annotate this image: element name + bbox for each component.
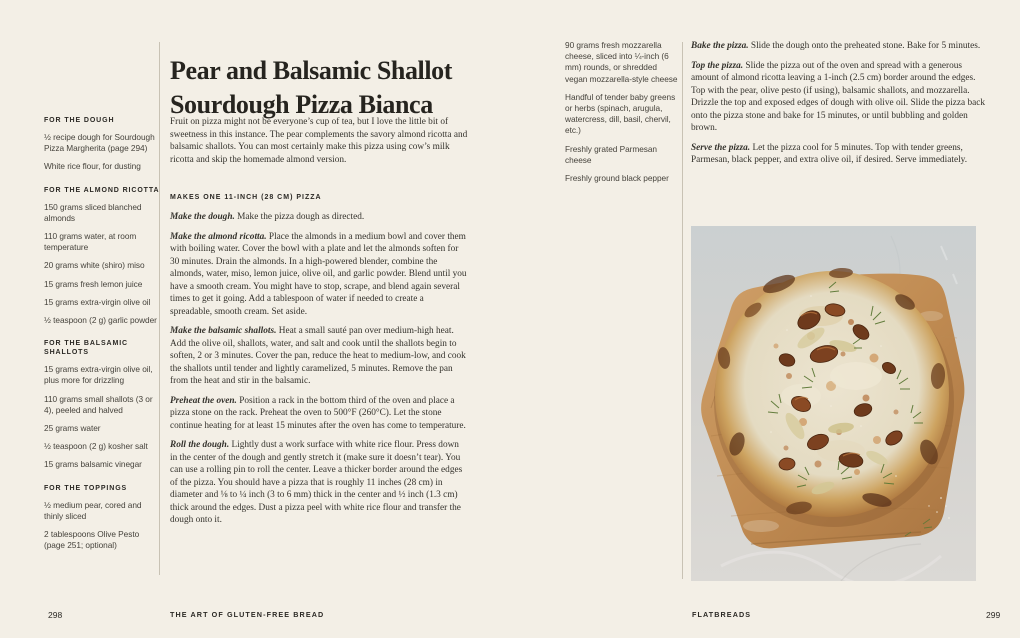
- pizza-photo: [691, 226, 976, 581]
- step-lead: Make the almond ricotta.: [170, 231, 269, 242]
- ingredient-item: Handful of tender baby greens or herbs (spinach, arugula, watercress, dill, basil, chervil, etc.): [565, 91, 676, 136]
- running-title: THE ART OF GLUTEN-FREE BREAD: [170, 610, 325, 619]
- column-divider-left: [159, 42, 160, 575]
- ingredient-item: 2 tablespoons Olive Pesto (page 251; optional): [44, 529, 140, 551]
- step-text: Slide the pizza out of the oven and spread with a generous amount of almond ricotta leaving a 1-inch (2.5 cm) border around the edges. Top with the pear, olive pesto (if using), balsamic shallots, and mozzarella. Drizzle the top and exposed edges of dough with olive oil. Slide the pizza back onto the pizza stone and bake for 15 minutes, or until bubbling and golden brown.: [691, 60, 986, 133]
- recipe-title-line2: Sourdough Pizza Bianca: [170, 90, 433, 120]
- ingredient-section-heading: FOR THE TOPPINGS: [44, 484, 128, 492]
- ingredient-item: 110 grams small shallots (3 or 4), peeled and halved: [44, 393, 153, 415]
- ingredient-item: Freshly grated Parmesan cheese: [565, 143, 657, 165]
- ingredient-section-heading: FOR THE ALMOND RICOTTA: [44, 186, 160, 194]
- recipe-steps-right: [691, 40, 988, 174]
- step-text: Place the almonds in a medium bowl and cover them with boiling water. Cover the bowl with a plate and let the almonds soften for 30 minutes. Drain the almonds. In a high-powered blender, combine the almonds, water, miso, lemon juice, olive oil, and garlic powder. Blend until you have a smooth cream. You might have to stop, scrape, and blend again several times to get it going. Add a tablespoon of water if needed to create a spreadable, smooth cream. Set aside.: [170, 231, 467, 317]
- recipe-step: [691, 142, 988, 167]
- recipe-step: [170, 439, 468, 527]
- ingredient-item: 25 grams water: [44, 423, 101, 434]
- ingredients-sidebar: [44, 116, 160, 564]
- ingredient-item: 110 grams water, at room temperature: [44, 231, 137, 253]
- ingredient-item: 20 grams white (shiro) miso: [44, 260, 145, 271]
- ingredient-section: [44, 484, 160, 552]
- recipe-steps-left: [170, 211, 468, 534]
- ingredient-item: 90 grams fresh mozzarella cheese, sliced into ¼-inch (6 mm) rounds, or shredded vegan mozzarella-style cheese: [565, 40, 678, 84]
- ingredient-item: 15 grams fresh lemon juice: [44, 278, 143, 289]
- step-text: Make the pizza dough as directed.: [237, 212, 365, 222]
- ingredient-item: ½ recipe dough for Sourdough Pizza Margherita (page 294): [44, 132, 155, 154]
- step-text: Heat a small sauté pan over medium-high heat. Add the olive oil, shallots, water, and salt and cook until the shallots begin to soften, 2 or 3 minutes. Cover the pan, reduce the heat to medium-low, and cook the shallots until tender and lightly caramelized, 5 minutes. Remove the pan from the heat and stir in the balsamic.: [170, 326, 466, 386]
- ingredient-item: 15 grams extra-virgin olive oil: [44, 296, 151, 307]
- recipe-step: [170, 395, 468, 433]
- recipe-title: [170, 54, 474, 122]
- step-lead: Preheat the oven.: [170, 395, 240, 406]
- step-lead: Make the balsamic shallots.: [170, 326, 279, 336]
- ingredient-item: Freshly ground black pepper: [565, 173, 669, 184]
- step-text: Let the pizza cool for 5 minutes. Top with tender greens, Parmesan, black pepper, and extra olive oil, if desired. Serve immediately.: [691, 142, 968, 165]
- step-text: Lightly dust a work surface with white rice flour. Press down in the center of the dough and gently stretch it (make sure it doesn’t tear). You can use a rolling pin to roll the center. Leave a thicker border around the edges of the pizza. You should have a pizza that is roughly 11 inches (28 cm) in diameter and ⅛ to ¼ inch (3 to 6 mm) thick in the center and ½ inch (1.3 cm) thick around the edges. Dust a pizza peel with white rice flour and transfer the dough onto it.: [170, 440, 463, 525]
- section-title: FLATBREADS: [692, 610, 752, 619]
- ingredient-item: 150 grams sliced blanched almonds: [44, 201, 142, 223]
- recipe-yield: MAKES ONE 11-INCH (28 CM) PIZZA: [170, 194, 322, 201]
- step-lead: Top the pizza.: [691, 60, 746, 71]
- recipe-step: [170, 231, 468, 319]
- recipe-step: [170, 211, 468, 224]
- ingredient-section-heading: FOR THE DOUGH: [44, 117, 115, 124]
- ingredient-section: [44, 339, 160, 470]
- step-lead: Roll the dough.: [170, 440, 232, 450]
- page-number-left: 298: [48, 610, 63, 620]
- ingredient-item: ½ teaspoon (2 g) kosher salt: [44, 441, 148, 452]
- recipe-step: [691, 40, 988, 53]
- recipe-step: [691, 60, 988, 135]
- step-text: Slide the dough onto the preheated stone. Bake for 5 minutes.: [750, 41, 981, 51]
- ingredients-continued: [565, 40, 679, 191]
- pizza-photo-illustration: [691, 226, 976, 581]
- step-lead: Make the dough.: [170, 212, 238, 222]
- step-text: Position a rack in the bottom third of the oven and place a pizza stone on the rack. Preheat the oven to 500°F (260°C). Let the stone continue heating for at least 15 minutes after the oven has come to temperature.: [170, 395, 466, 431]
- ingredient-item: 15 grams extra-virgin olive oil, plus more for drizzling: [44, 364, 153, 386]
- ingredient-item: ½ teaspoon (2 g) garlic powder: [44, 315, 157, 326]
- ingredient-section: [44, 116, 160, 173]
- ingredient-item: ½ medium pear, cored and thinly sliced: [44, 499, 142, 521]
- column-divider-right: [682, 42, 683, 579]
- step-lead: Serve the pizza.: [691, 142, 753, 153]
- step-lead: Bake the pizza.: [691, 41, 751, 51]
- ingredient-item: White rice flour, for dusting: [44, 161, 141, 172]
- page-number-right: 299: [986, 610, 1001, 620]
- ingredient-section: [44, 186, 160, 327]
- ingredient-item: 15 grams balsamic vinegar: [44, 459, 142, 470]
- recipe-step: [170, 325, 468, 388]
- recipe-title-line1: Pear and Balsamic Shallot: [170, 56, 453, 86]
- recipe-intro: Fruit on pizza might not be everyone’s cup of tea, but I love the little bit of sweetness in this instance. The pear complements the savory almond ricotta and balsamic shallots. You can most certainly make this pizza using cow’s milk ricotta and skip the homemade almond version.: [170, 117, 468, 165]
- ingredient-section-heading: FOR THE BALSAMIC SHALLOTS: [44, 340, 129, 357]
